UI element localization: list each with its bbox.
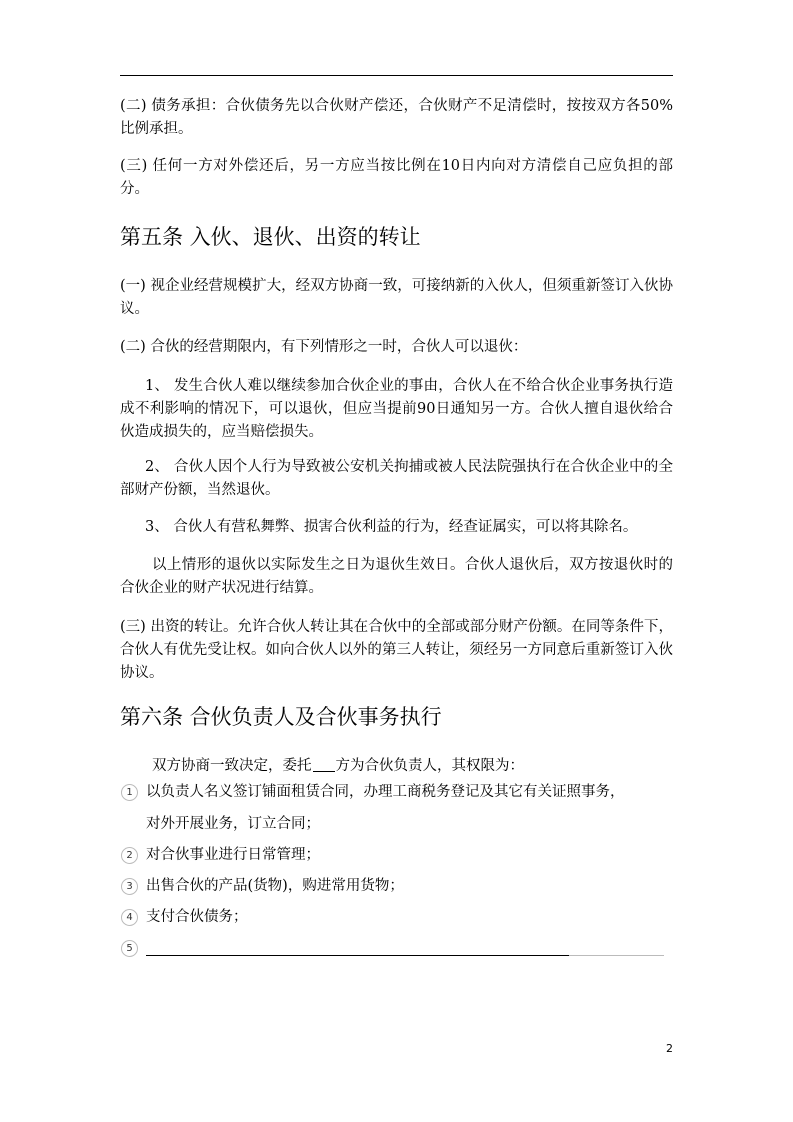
- authority-item-5-blank-line-tail: [569, 955, 664, 956]
- debt-clause-2: (二) 债务承担：合伙债务先以合伙财产偿还，合伙财产不足清偿时，按按双方各50%比例承担。: [120, 98, 673, 137]
- list-number-1: 1: [121, 784, 138, 801]
- withdrawal-note: 以上情形的退伙以实际发生之日为退伙生效日。合伙人退伙后，双方按退伙时的合伙企业的财产状况进行结算。: [120, 557, 673, 596]
- header-rule: [120, 75, 673, 76]
- article-6-intro: [120, 755, 673, 778]
- delegate-blank-field[interactable]: [313, 757, 335, 772]
- withdrawal-item-2: 2、 合伙人因个人行为导致被公安机关拘捕或被人民法院强执行在合伙企业中的全部财产份额，当然退伙。: [120, 459, 673, 498]
- list-number-3: 3: [121, 878, 138, 895]
- withdrawal-item-1: 1、 发生合伙人难以继续参加合伙企业的事由，合伙人在不给合伙企业事务执行造成不利影响的情况下，可以退伙，但应当提前90日通知另一方。合伙人擅自退伙给合伙造成损失的，应当赔偿损失。: [120, 378, 673, 440]
- article-6-title: 第六条 合伙负责人及合伙事务执行: [120, 705, 442, 729]
- list-number-4: 4: [121, 909, 138, 926]
- article-5-title: 第五条 入伙、退伙、出资的转让: [120, 225, 421, 249]
- article-5-paragraph-1: (一) 视企业经营规模扩大，经双方协商一致，可接纳新的入伙人，但须重新签订入伙协议。: [120, 278, 673, 317]
- authority-item-1-line-2: 对外开展业务，订立合同；: [146, 816, 320, 832]
- authority-item-2: 对合伙事业进行日常管理；: [146, 847, 320, 863]
- article-6-intro-after: 方为合伙负责人，其权限为：: [335, 758, 524, 774]
- authority-item-4: 支付合伙债务；: [146, 909, 248, 925]
- article-5-paragraph-3: (三) 出资的转让。允许合伙人转让其在合伙中的全部或部分财产份额。在同等条件下，合伙人有优先受让权。如向合伙人以外的第三人转让，须经另一方同意后重新签订入伙协议。: [120, 619, 673, 681]
- article-5-paragraph-2: (二) 合伙的经营期限内，有下列情形之一时，合伙人可以退伙：: [120, 339, 528, 355]
- authority-item-5-blank-line[interactable]: [146, 955, 569, 956]
- authority-item-1-line-1: 以负责人名义签订铺面租赁合同，办理工商税务登记及其它有关证照事务，: [146, 784, 625, 800]
- list-number-2: 2: [121, 847, 138, 864]
- withdrawal-item-3: 3、 合伙人有营私舞弊、损害合伙利益的行为，经查证属实，可以将其除名。: [145, 519, 638, 535]
- debt-clause-3: (三) 任何一方对外偿还后，另一方应当按比例在10日内向对方清偿自己应负担的部分。: [120, 158, 673, 197]
- authority-item-3: 出售合伙的产品(货物)，购进常用货物；: [146, 878, 404, 894]
- article-6-intro-before: 双方协商一致决定，委托: [152, 758, 312, 774]
- list-number-5: 5: [121, 940, 138, 957]
- page-number: 2: [666, 1042, 673, 1055]
